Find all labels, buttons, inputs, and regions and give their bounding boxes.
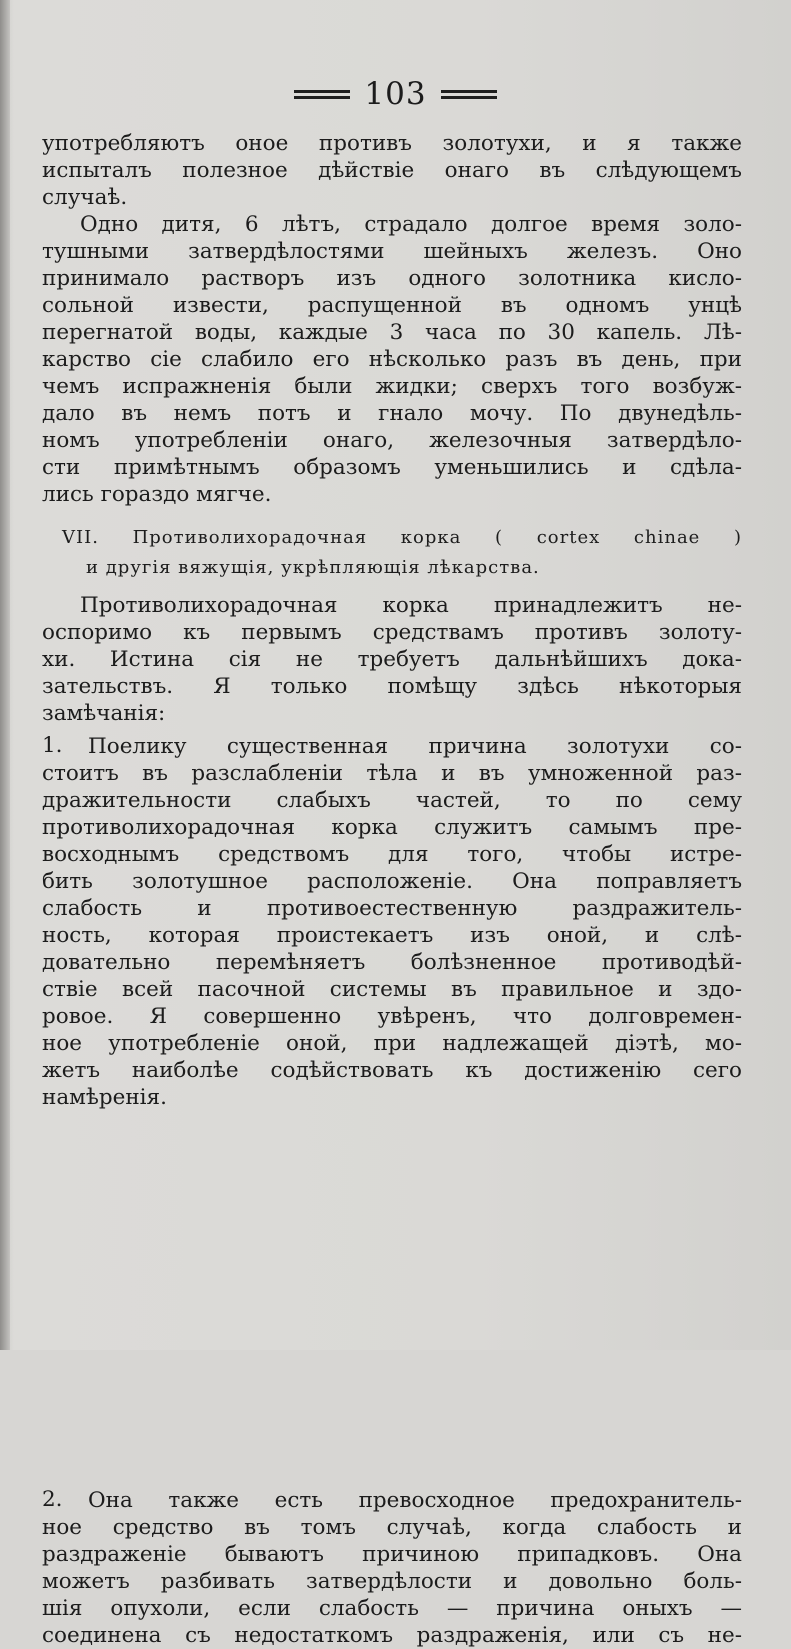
header-rule-left [294, 90, 350, 99]
text-line: ность, которая проистекаетъ изъ оной, и слѣ- [42, 923, 742, 948]
text-line: ное средство въ томъ случаѣ, когда слабость и [42, 1515, 742, 1540]
text-line: Она также есть превосходное предохранитель- [88, 1488, 742, 1513]
text-line: Поелику существенная причина золотухи со- [88, 734, 742, 759]
numbered-item-1 [42, 733, 742, 1111]
text-line: можетъ разбивать затвердѣлости и довольно боль- [42, 1569, 742, 1594]
text-line: лись гораздо мягче. [42, 482, 272, 507]
section-heading-line-1: VII. Противолихорадочная корка ( cortex chinae ) [62, 527, 742, 548]
text-line: ствіе всей пасочной системы въ правильное и здо- [42, 977, 742, 1002]
text-line: ровое. Я совершенно увѣренъ, что долговремен- [42, 1004, 742, 1029]
page-header [0, 74, 791, 114]
text-line: противолихорадочная корка служитъ самымъ пре- [42, 815, 742, 840]
text-line: бить золотушное расположеніе. Она поправляетъ [42, 869, 742, 894]
page-number: 103 [364, 75, 427, 112]
text-line: Одно дитя, 6 лѣтъ, страдало долгое время золо- [80, 212, 742, 237]
text-line: раздраженіе бываютъ причиною припадковъ. Она [42, 1542, 742, 1567]
paragraph-continuation [42, 130, 742, 211]
text-line: довательно перемѣняетъ болѣзненное противодѣй- [42, 950, 742, 975]
text-line: ное употребленіе оной, при надлежащей діэтѣ, мо- [42, 1031, 742, 1056]
item-number: 1. [42, 733, 63, 758]
text-line: восходнымъ средствомъ для того, чтобы истре- [42, 842, 742, 867]
text-line: соединена съ недостаткомъ раздраженія, или съ не- [42, 1623, 742, 1648]
text-line: перегнатой воды, каждые 3 часа по 30 капель. Лѣ- [42, 320, 742, 345]
paragraph-introduction [42, 592, 742, 727]
text-line: принимало растворъ изъ одного золотника кисло- [42, 266, 742, 291]
text-line: употребляютъ оное противъ золотухи, и я также [42, 131, 742, 156]
text-line: Противолихорадочная корка принадлежитъ не- [80, 593, 742, 618]
text-line: слабость и противоестественную раздражитель- [42, 896, 742, 921]
text-line: чемъ испражненія были жидки; сверхъ того возбуж- [42, 374, 742, 399]
text-line: зательствъ. Я только помѣщу здѣсь нѣкоторыя [42, 674, 742, 699]
text-line: карство сіе слабило его нѣсколько разъ въ день, при [42, 347, 742, 372]
text-line: замѣчанія: [42, 701, 166, 726]
text-line: шія опухоли, если слабость — причина оныхъ — [42, 1596, 742, 1621]
header-rule-right [441, 90, 497, 99]
text-line: хи. Истина сія не требуетъ дальнѣйшихъ дока- [42, 647, 742, 672]
text-line: жетъ наиболѣе содѣйствовать къ достиженію сего [42, 1058, 742, 1083]
text-line: оспоримо къ первымъ средствамъ противъ золоту- [42, 620, 742, 645]
section-heading [42, 523, 742, 583]
text-line: случаѣ. [42, 185, 128, 210]
text-line: дало въ немъ потъ и гнало мочу. По двунедѣль- [42, 401, 742, 426]
text-line: номъ употребленіи онаго, железочныя затвердѣло- [42, 428, 742, 453]
text-line: испыталъ полезное дѣйствіе онаго въ слѣдующемъ [42, 158, 742, 183]
paragraph-case-report [42, 211, 742, 508]
numbered-item-2 [42, 1487, 742, 1649]
text-line: стоитъ въ разслабленіи тѣла и въ умноженной раз- [42, 761, 742, 786]
text-line: дражительности слабыхъ частей, то по сему [42, 788, 742, 813]
page-binding-edge [0, 0, 10, 1350]
text-line: тушными затвердѣлостями шейныхъ железъ. Оно [42, 239, 742, 264]
item-number: 2. [42, 1487, 63, 1512]
text-line: сольной извести, распущенной въ одномъ унцѣ [42, 293, 742, 318]
text-line: намѣренія. [42, 1085, 167, 1110]
text-line: сти примѣтнымъ образомъ уменьшились и сдѣла- [42, 455, 742, 480]
section-heading-line-2: и другія вяжущія, укрѣпляющія лѣкарства. [86, 557, 540, 578]
